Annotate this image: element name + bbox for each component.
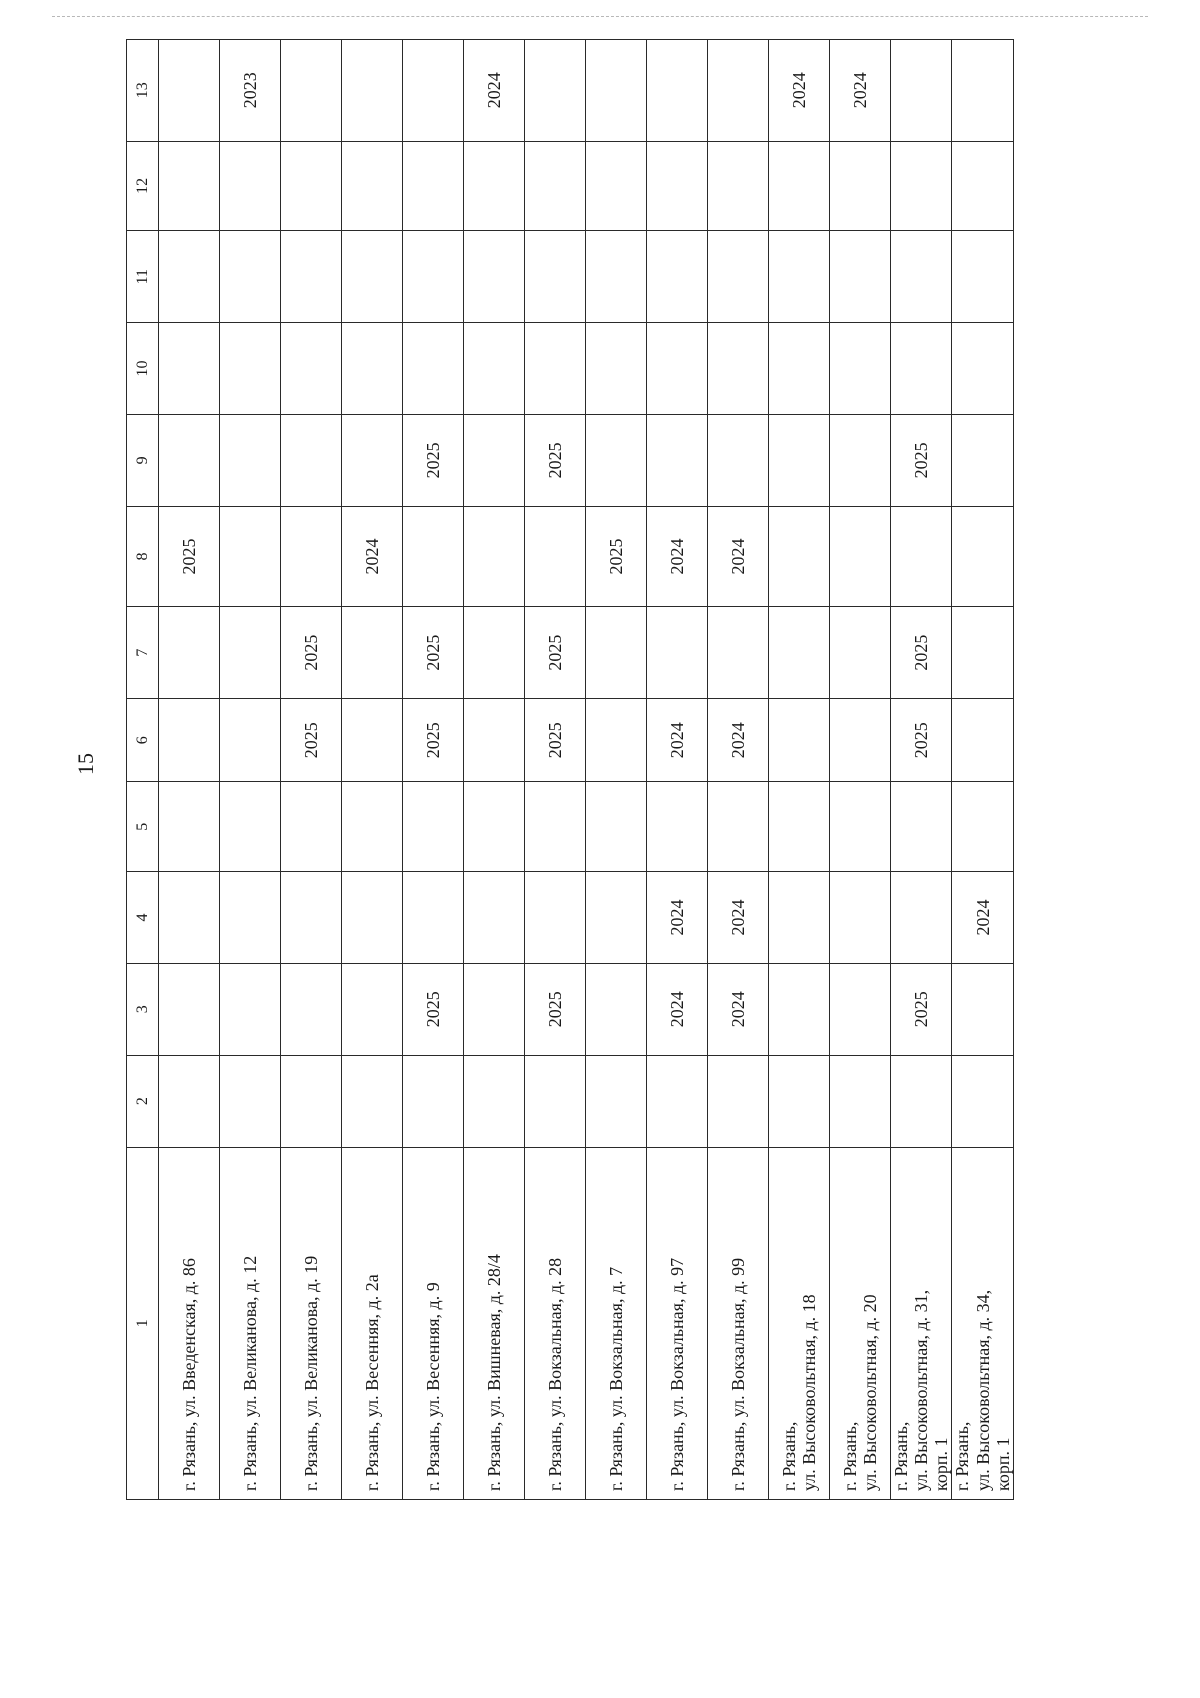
year-cell [159,323,220,415]
address-cell: г. Рязань, ул. Высоковольтная, д. 31, корп. 1 [891,1147,952,1499]
year-cell: 2024 [708,872,769,964]
year-cell [891,231,952,323]
year-cell [952,1055,1013,1147]
year-cell [586,1055,647,1147]
year-cell: 2024 [464,40,525,142]
address-cell: г. Рязань, ул. Вокзальная, д. 99 [708,1147,769,1499]
year-cell [342,607,403,699]
year-cell [464,699,525,782]
table-row [647,40,708,1500]
year-cell [403,323,464,415]
year-cell [220,963,281,1055]
address-cell: г. Рязань, ул. Вокзальная, д. 28 [525,1147,586,1499]
year-cell [708,782,769,872]
year-cell [586,414,647,506]
address-cell: г. Рязань, ул. Вокзальная, д. 97 [647,1147,708,1499]
table-row [525,40,586,1500]
year-cell [403,231,464,323]
year-cell [342,782,403,872]
year-cell: 2024 [952,872,1013,964]
year-cell [952,782,1013,872]
year-cell [403,1055,464,1147]
year-cell [952,141,1013,231]
year-cell [647,141,708,231]
year-cell [769,699,830,782]
table-row [830,40,891,1500]
year-cell: 2025 [159,506,220,606]
year-cell: 2024 [647,872,708,964]
address-cell: г. Рязань, ул. Вокзальная, д. 7 [586,1147,647,1499]
year-cell [952,506,1013,606]
year-cell [281,414,342,506]
table-row [281,40,342,1500]
year-cell [403,141,464,231]
year-cell [220,872,281,964]
year-cell [159,872,220,964]
year-cell [403,872,464,964]
year-cell [464,872,525,964]
year-cell [708,323,769,415]
year-cell [403,506,464,606]
year-cell [403,40,464,142]
year-cell [342,141,403,231]
address-cell: г. Рязань, ул. Высоковольтная, д. 18 [769,1147,830,1499]
year-cell [891,323,952,415]
year-cell [220,323,281,415]
table-row [891,40,952,1500]
year-cell: 2025 [403,963,464,1055]
year-cell [891,1055,952,1147]
page-number: 15 [73,753,98,775]
year-cell [830,414,891,506]
year-cell [586,141,647,231]
year-cell [464,506,525,606]
column-number-13: 13 [127,40,159,142]
year-cell [830,782,891,872]
year-cell [586,607,647,699]
year-cell [403,782,464,872]
year-cell [952,40,1013,142]
year-cell [586,40,647,142]
year-cell [525,141,586,231]
address-cell: г. Рязань, ул. Вишневая, д. 28/4 [464,1147,525,1499]
year-cell [342,1055,403,1147]
year-cell [464,963,525,1055]
column-number-5: 5 [127,782,159,872]
year-cell [525,323,586,415]
year-cell [159,1055,220,1147]
table-row [403,40,464,1500]
year-cell [830,872,891,964]
address-cell: г. Рязань, ул. Высоковольтная, д. 34, корп. 1 [952,1147,1013,1499]
year-cell [586,323,647,415]
year-cell [952,414,1013,506]
year-cell [159,414,220,506]
year-cell [159,231,220,323]
year-cell: 2024 [830,40,891,142]
column-number-6: 6 [127,699,159,782]
year-cell [891,506,952,606]
year-cell [159,141,220,231]
year-cell [647,40,708,142]
column-number-10: 10 [127,323,159,415]
year-cell [525,40,586,142]
year-cell: 2025 [891,699,952,782]
column-number-1: 1 [127,1147,159,1499]
year-cell: 2025 [403,699,464,782]
year-cell [281,506,342,606]
year-cell [769,607,830,699]
year-cell [281,323,342,415]
year-cell [891,141,952,231]
year-cell: 2025 [403,607,464,699]
year-cell [830,231,891,323]
year-cell [891,872,952,964]
year-cell [464,607,525,699]
year-cell [281,1055,342,1147]
address-cell: г. Рязань, ул. Высоковольтная, д. 20 [830,1147,891,1499]
year-cell [647,607,708,699]
year-cell [159,40,220,142]
year-cell [220,231,281,323]
year-cell [342,323,403,415]
year-cell [830,506,891,606]
year-cell: 2025 [281,699,342,782]
year-cell [830,323,891,415]
year-cell: 2024 [647,963,708,1055]
year-cell: 2024 [647,699,708,782]
year-cell [342,414,403,506]
column-number-7: 7 [127,607,159,699]
column-number-2: 2 [127,1055,159,1147]
address-cell: г. Рязань, ул. Весенняя, д. 2а [342,1147,403,1499]
rotated-table-wrapper [126,39,1014,1500]
year-cell [769,1055,830,1147]
year-cell: 2025 [891,963,952,1055]
year-cell: 2025 [525,699,586,782]
year-cell [525,782,586,872]
year-cell [525,1055,586,1147]
year-cell [830,607,891,699]
year-cell [708,607,769,699]
address-cell: г. Рязань, ул. Весенняя, д. 9 [403,1147,464,1499]
year-cell [952,607,1013,699]
year-cell [769,414,830,506]
year-cell: 2023 [220,40,281,142]
year-cell [708,40,769,142]
year-cell [952,699,1013,782]
year-cell: 2025 [525,963,586,1055]
year-cell: 2025 [525,607,586,699]
year-cell [952,323,1013,415]
year-cell: 2024 [708,963,769,1055]
year-cell [342,699,403,782]
year-cell [708,231,769,323]
year-cell [586,963,647,1055]
year-cell [769,323,830,415]
year-cell [464,1055,525,1147]
year-cell: 2024 [769,40,830,142]
year-cell [891,40,952,142]
year-cell [647,231,708,323]
year-cell [586,699,647,782]
year-cell [220,782,281,872]
year-cell [830,699,891,782]
year-cell [220,414,281,506]
table-row [708,40,769,1500]
year-cell [342,963,403,1055]
year-cell: 2025 [891,607,952,699]
year-cell [708,141,769,231]
year-cell: 2024 [342,506,403,606]
year-cell [586,872,647,964]
year-cell [647,414,708,506]
year-cell [647,323,708,415]
year-cell [830,141,891,231]
column-number-3: 3 [127,963,159,1055]
year-cell: 2025 [586,506,647,606]
year-cell [830,963,891,1055]
year-cell [342,40,403,142]
year-cell [464,323,525,415]
year-cell [708,414,769,506]
year-cell [220,506,281,606]
year-cell [159,607,220,699]
address-cell: г. Рязань, ул. Введенская, д. 86 [159,1147,220,1499]
column-number-12: 12 [127,141,159,231]
year-cell [952,231,1013,323]
year-cell: 2024 [708,699,769,782]
year-cell [525,872,586,964]
table-row [464,40,525,1500]
year-cell [769,872,830,964]
year-cell [586,231,647,323]
year-cell: 2024 [708,506,769,606]
year-cell: 2025 [281,607,342,699]
address-cell: г. Рязань, ул. Великанова, д. 19 [281,1147,342,1499]
table-row [159,40,220,1500]
year-cell: 2025 [891,414,952,506]
column-number-4: 4 [127,872,159,964]
year-cell [281,231,342,323]
year-cell [464,414,525,506]
table-row [220,40,281,1500]
year-cell [830,1055,891,1147]
year-cell: 2025 [403,414,464,506]
year-cell [647,1055,708,1147]
year-cell [220,699,281,782]
table-row [586,40,647,1500]
year-cell [342,872,403,964]
year-cell [281,963,342,1055]
year-cell [220,1055,281,1147]
year-cell [525,231,586,323]
year-cell [952,963,1013,1055]
column-number-8: 8 [127,506,159,606]
year-cell [769,963,830,1055]
table-row [342,40,403,1500]
year-cell [281,782,342,872]
year-cell [281,141,342,231]
year-cell [525,506,586,606]
year-cell [159,963,220,1055]
year-cell [159,699,220,782]
year-cell [769,141,830,231]
year-cell [342,231,403,323]
year-cell: 2025 [525,414,586,506]
address-cell: г. Рязань, ул. Великанова, д. 12 [220,1147,281,1499]
year-cell [586,782,647,872]
year-cell [708,1055,769,1147]
table-row [952,40,1013,1500]
year-cell [281,40,342,142]
year-cell [891,782,952,872]
year-cell [220,607,281,699]
table-row [769,40,830,1500]
year-cell [464,782,525,872]
year-cell [464,231,525,323]
year-cell [159,782,220,872]
year-cell [769,782,830,872]
year-cell [647,782,708,872]
year-cell [281,872,342,964]
year-cell [220,141,281,231]
column-number-9: 9 [127,414,159,506]
scan-top-rule [52,16,1148,17]
year-cell [464,141,525,231]
year-cell [769,231,830,323]
table-header-row [127,40,159,1500]
column-number-11: 11 [127,231,159,323]
schedule-table [126,39,1014,1500]
year-cell: 2024 [647,506,708,606]
year-cell [769,506,830,606]
